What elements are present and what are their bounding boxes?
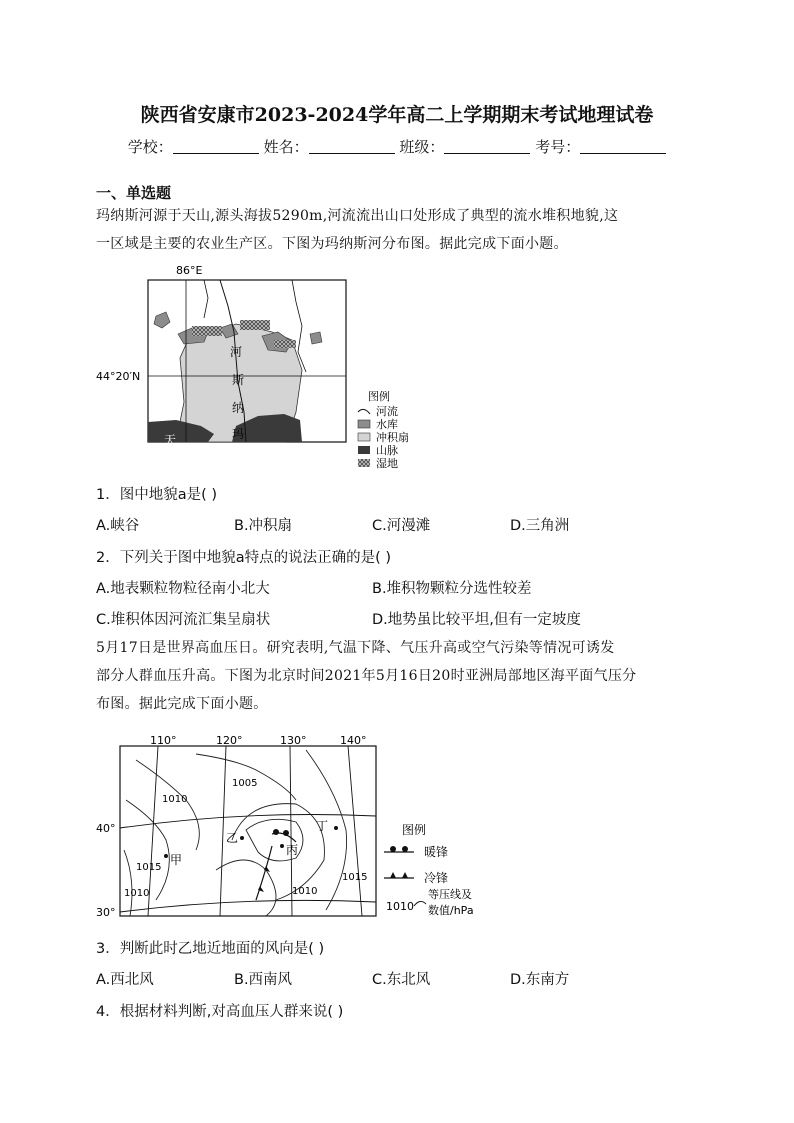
lon-120: 120° [216, 734, 243, 747]
place-yi: 乙 [226, 831, 239, 845]
legend-reservoir-icon [358, 420, 370, 428]
isobar-label-1005: 1005 [232, 778, 258, 789]
lon-140: 140° [340, 734, 367, 747]
passage-2-line-3: 布图。据此完成下面小题。 [96, 696, 268, 712]
number-label: 考号： [535, 138, 581, 156]
wetland-1 [192, 326, 222, 336]
river-char-4: 玛 [232, 427, 245, 441]
legend-isobar-text-2: 数值/hPa [428, 904, 474, 917]
student-info-line [0, 136, 794, 157]
lon-110: 110° [150, 734, 177, 747]
warm-front-dot-1 [273, 829, 279, 835]
school-label: 学校： [127, 138, 173, 156]
legend-river: 河流 [376, 405, 398, 418]
longitude-label: 86°E [176, 264, 203, 277]
river-char-2: 斯 [232, 373, 245, 387]
q3-option-c[interactable]: C.东北风 [372, 972, 431, 988]
legend-wetland: 湿地 [376, 457, 398, 470]
name-label: 姓名： [263, 138, 309, 156]
q2-option-c[interactable]: C.堆积体因河流汇集呈扇状 [96, 612, 271, 628]
class-label: 班级： [399, 138, 445, 156]
passage-1-line-1: 玛纳斯河源于天山,源头海拔5290m,河流流出山口处形成了典型的流水堆积地貌,这 [96, 208, 619, 224]
pressure-map [96, 730, 496, 930]
legend-reservoir: 水库 [376, 418, 398, 431]
section-heading: 一、单选题 [96, 184, 172, 202]
legend-wetland-icon [358, 459, 370, 467]
name-blank[interactable] [309, 139, 395, 154]
mountain-label-left: 天 [164, 433, 177, 447]
q3-option-a[interactable]: A.西北风 [96, 972, 154, 988]
place-jia: 甲 [170, 853, 183, 867]
q3-option-b[interactable]: B.西南风 [234, 972, 293, 988]
wetland-3 [274, 340, 296, 348]
legend-fan: 冲积扇 [376, 431, 409, 444]
legend-isobar-value: 1010 [386, 900, 414, 913]
legend2-title: 图例 [402, 823, 427, 837]
river-char-1: 河 [230, 345, 243, 359]
place-ding: 丁 [316, 819, 329, 833]
legend-title: 图例 [368, 390, 390, 403]
question-1-stem: 1．图中地貌a是( ) [96, 487, 218, 503]
isobar-label-1015-a: 1015 [136, 862, 162, 873]
isobar-label-1010-c: 1010 [292, 886, 318, 897]
isobar-label-1015-b: 1015 [342, 872, 368, 883]
wetland-2 [240, 320, 270, 330]
question-2-stem: 2．下列关于图中地貌a特点的说法正确的是( ) [96, 550, 392, 566]
reservoir-5 [310, 332, 322, 344]
school-blank[interactable] [173, 139, 259, 154]
q1-option-c[interactable]: C.河漫滩 [372, 518, 431, 534]
page-title: 陕西省安康市2023-2024学年高二上学期期末考试地理试卷 [140, 104, 654, 126]
isobar-label-1010-b: 1010 [124, 888, 150, 899]
river-char-3: 纳 [232, 401, 245, 415]
legend-warm-front: 暖锋 [424, 845, 449, 859]
isobar-label-1010-a: 1010 [162, 794, 188, 805]
manas-river-map [96, 262, 436, 477]
warm-front-dot-2 [283, 830, 289, 836]
q2-option-b[interactable]: B.堆积物颗粒分选性较差 [372, 581, 532, 597]
lat-40: 40° [96, 822, 116, 835]
question-3-stem: 3．判断此时乙地近地面的风向是( ) [96, 941, 325, 957]
mountain-label-right: 山 [260, 451, 273, 465]
latitude-label: 44°20′N [96, 370, 141, 383]
passage-2-line-1: 5月17日是世界高血压日。研究表明,气温下降、气压升高或空气污染等情况可诱发 [96, 640, 615, 656]
lon-130: 130° [280, 734, 307, 747]
question-4-stem: 4．根据材料判断,对高血压人群来说( ) [96, 1004, 344, 1020]
legend-mountain-icon [358, 446, 370, 454]
q2-option-d[interactable]: D.地势虽比较平坦,但有一定坡度 [372, 612, 581, 628]
legend-river-icon [358, 409, 370, 414]
passage-2 [96, 634, 700, 718]
passage-2-line-2: 部分人群血压升高。下图为北京时间2021年5月16日20时亚洲局部地区海平面气压分 [96, 668, 637, 684]
legend-cold-front: 冷锋 [424, 871, 449, 885]
number-blank[interactable] [580, 139, 666, 154]
class-blank[interactable] [444, 139, 530, 154]
q1-option-a[interactable]: A.峡谷 [96, 518, 140, 534]
legend-mountain: 山脉 [376, 444, 398, 457]
legend-fan-icon [358, 433, 370, 441]
place-bing: 丙 [286, 843, 299, 857]
q1-option-b[interactable]: B.冲积扇 [234, 518, 293, 534]
passage-1 [96, 202, 700, 258]
q2-option-a[interactable]: A.地表颗粒物粒径南小北大 [96, 581, 270, 597]
passage-1-line-2: 一区域是主要的农业生产区。下图为玛纳斯河分布图。据此完成下面小题。 [96, 236, 568, 252]
q3-option-d[interactable]: D.东南方 [510, 972, 570, 988]
lat-30: 30° [96, 906, 116, 919]
legend-isobar-text-1: 等压线及 [428, 888, 472, 901]
q1-option-d[interactable]: D.三角洲 [510, 518, 570, 534]
